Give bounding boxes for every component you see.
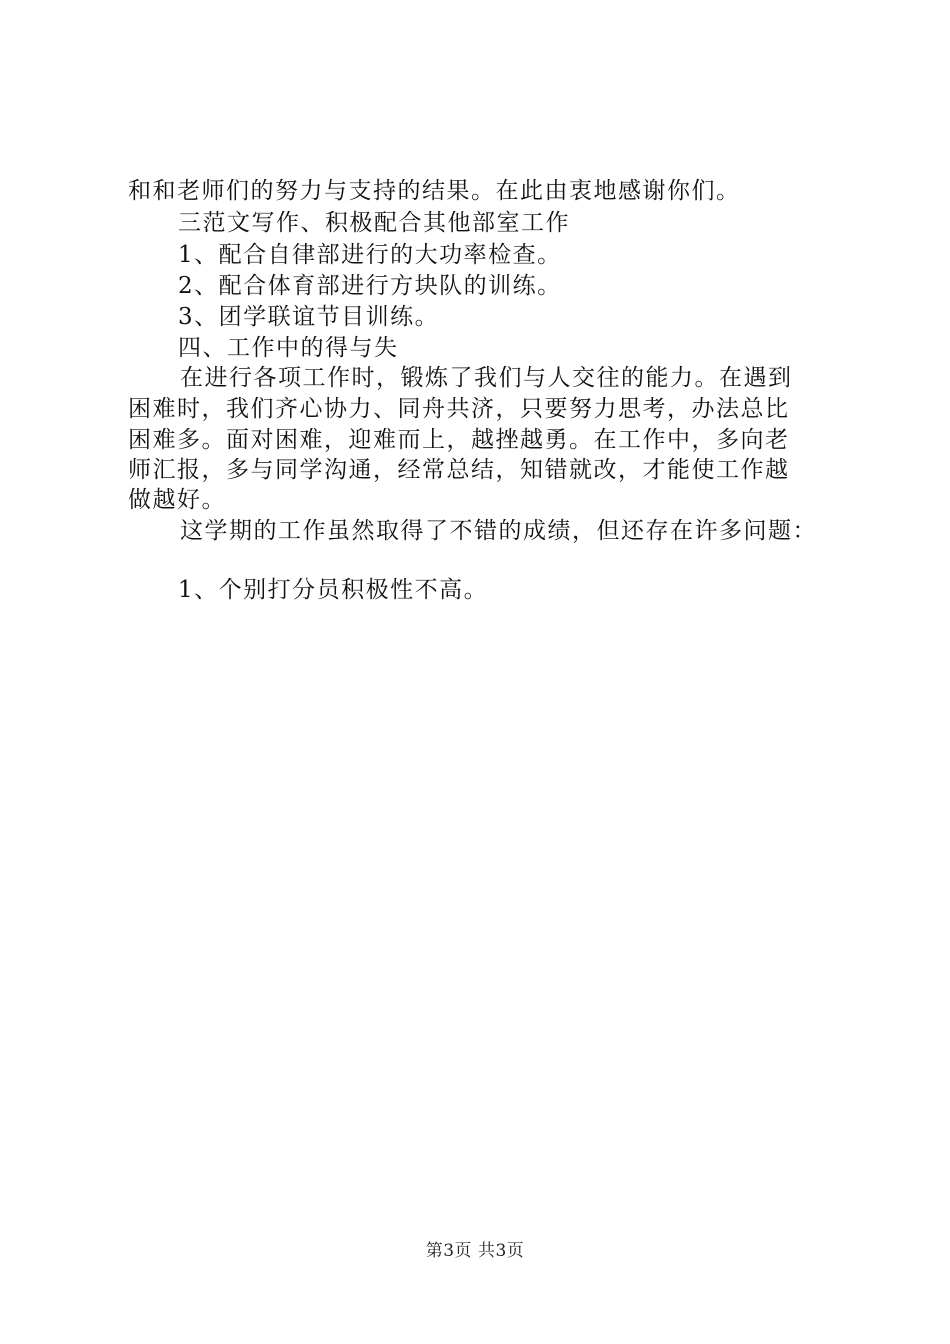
paragraph-line-3: 困难时，我们齐心协力、同舟共济，只要努力思考，办法总比 xyxy=(128,396,790,422)
paragraph-line-2: 在进行各项工作时，锻炼了我们与人交往的能力。在遇到 xyxy=(180,365,793,391)
section-heading-three: 三范文写作、积极配合其他部室工作 xyxy=(178,210,570,236)
paragraph-line-1: 和和老师们的努力与支持的结果。在此由衷地感谢你们。 xyxy=(128,178,741,204)
paragraph-line-6: 做越好。 xyxy=(128,487,226,513)
list-item-2: 2、配合体育部进行方块队的训练。 xyxy=(178,273,562,299)
list-item-3: 3、团学联谊节目训练。 xyxy=(178,304,440,330)
page-footer: 第3页 共3页 xyxy=(425,1241,525,1261)
paragraph-line-5: 师汇报，多与同学沟通，经常总结，知错就改，才能使工作越 xyxy=(128,457,790,483)
paragraph-line-4: 困难多。面对困难，迎难而上，越挫越勇。在工作中，多向老 xyxy=(128,427,790,453)
paragraph-line-7: 这学期的工作虽然取得了不错的成绩，但还存在许多问题： xyxy=(180,518,817,544)
list-item-1: 1、配合自律部进行的大功率检查。 xyxy=(178,242,562,268)
section-heading-four: 四、工作中的得与失 xyxy=(178,335,399,361)
problem-item-1: 1、个别打分员积极性不高。 xyxy=(178,577,489,603)
